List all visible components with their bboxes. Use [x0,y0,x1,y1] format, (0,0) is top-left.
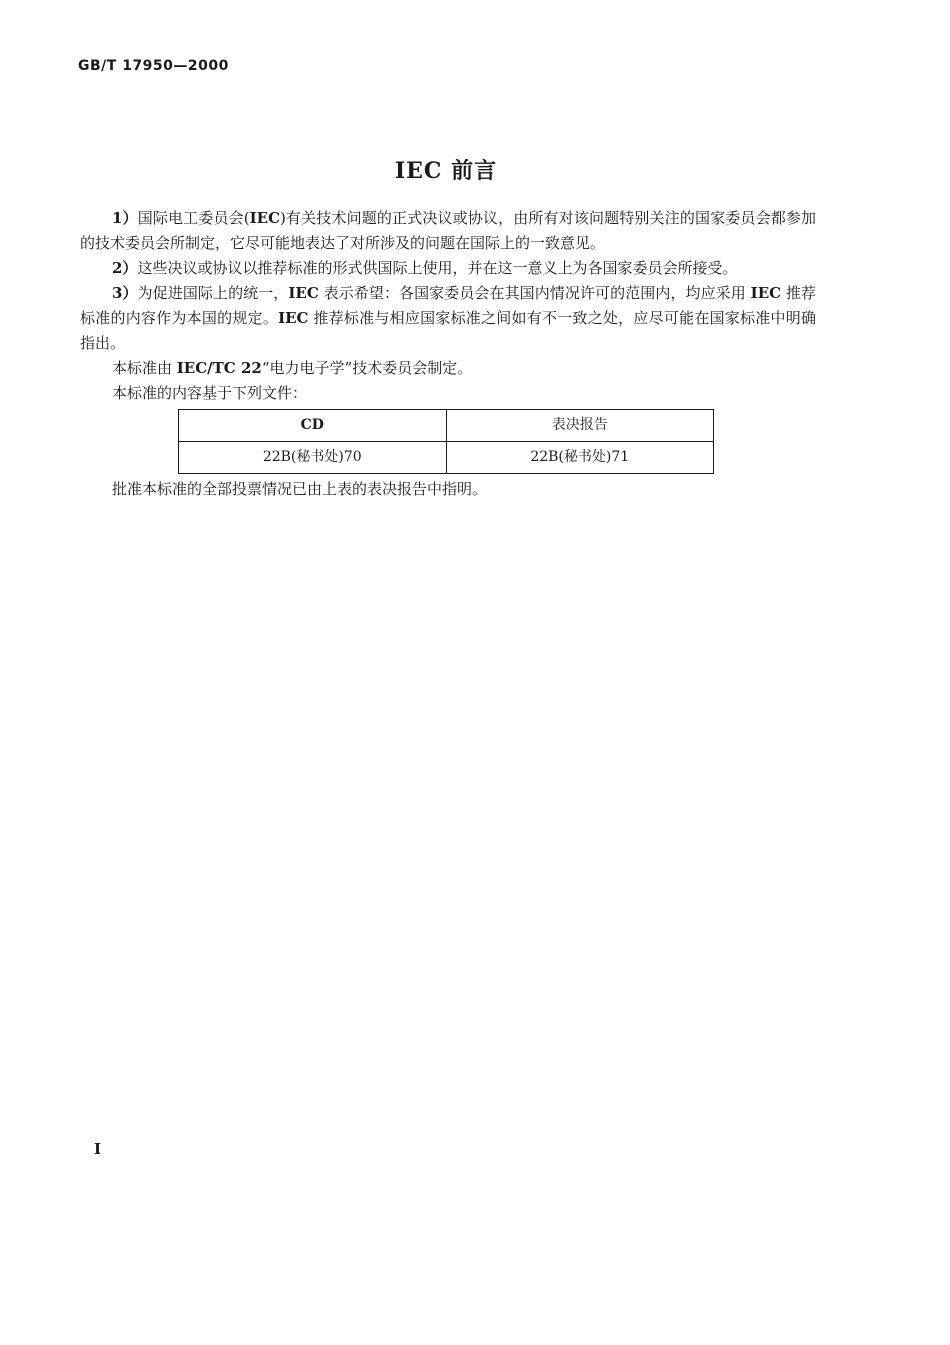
paragraph-text: “电力电子学”技术委员会制定。 [261,359,473,377]
paragraph-text: 推荐标准的内容作为本国的规定。 [80,284,816,327]
iec-abbrev: IEC [750,284,782,302]
iec-abbrev: IEC [288,284,319,302]
table-row [179,442,714,474]
paragraph-text: 国际电工委员会( [137,209,250,227]
item-number: 1） [112,209,138,227]
paragraph-text: 推荐标准与相应国家标准之间如有不一致之处，应尽可能在国家标准中明确指出。 [80,309,816,352]
document-body [80,206,816,502]
item-number: 3） [112,284,138,302]
paragraph-4 [80,356,816,381]
page-number: I [94,1140,102,1158]
paragraph-3 [80,281,816,356]
paragraph-text: 这些决议或协议以推荐标准的形式供国际上使用，并在这一意义上为各国家委员会所接受。 [137,259,738,277]
table-header-cd: CD [179,410,447,442]
paragraph-2 [80,256,816,281]
paragraph-text: 本标准由 [112,359,177,377]
documents-table [178,409,714,474]
standard-code: GB/T 17950—2000 [78,58,229,74]
table-header-row [179,410,714,442]
page-title: IEC 前言 [394,158,498,184]
paragraph-6: 批准本标准的全部投票情况已由上表的表决报告中指明。 [112,480,488,498]
item-number: 2） [112,259,138,277]
table-cell-voting-report: 22B(秘书处)71 [446,442,714,474]
paragraph-5: 本标准的内容基于下列文件： [112,384,308,402]
paragraph-text: )有关技术问题的正式决议或协议，由所有对该问题特别关注的国家委员会都参加的技术委员会所制定，它尽可能地表达了对所涉及的问题在国际上的一致意见。 [80,209,817,252]
paragraph-1 [80,206,816,256]
iec-abbrev: IEC [249,209,281,227]
iec-abbrev: IEC [278,309,309,327]
paragraph-text: 表示希望：各国家委员会在其国内情况许可的范围内，均应采用 [318,284,751,302]
table-cell-cd: 22B(秘书处)70 [179,442,447,474]
table-header-voting-report: 表决报告 [446,410,714,442]
paragraph-text: 为促进国际上的统一， [137,284,289,302]
committee-code: IEC/TC 22 [176,359,262,377]
